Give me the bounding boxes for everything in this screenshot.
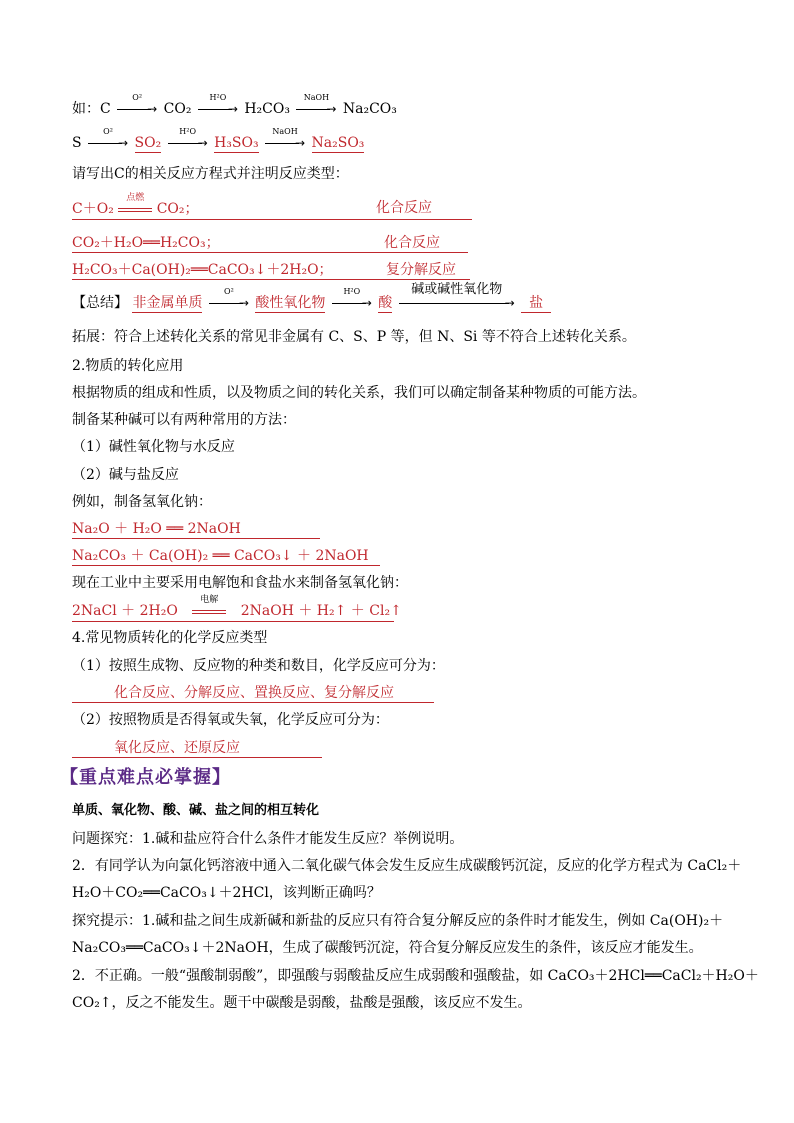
example-na2co3: Na₂CO₃	[342, 101, 397, 117]
example-h2co3: H₂CO₃	[244, 101, 290, 117]
key-points-heading: 【重点难点必掌握】	[60, 767, 231, 788]
reaction-3-equation: H₂CO₃＋Ca(OH)₂══CaCO₃↓＋2H₂O；	[72, 262, 333, 278]
section-2-title: 2.物质的转化应用	[72, 358, 184, 374]
paragraph-1: 根据物质的组成和性质，以及物质之间的转化关系，我们可以确定制备某种物质的可能方法。	[72, 385, 646, 401]
arrow-o2: O² →	[209, 293, 249, 313]
summary-nonmetal: 非金属单质	[132, 295, 203, 311]
section-4-title: 4.常见物质转化的化学反应类型	[72, 630, 268, 646]
example-row-carbon	[72, 93, 397, 119]
answer-1: 化合反应、分解反应、置换反应、复分解反应	[72, 683, 434, 703]
reaction-1	[72, 193, 472, 219]
answer-2: 氧化反应、还原反应	[72, 738, 322, 758]
condition-electrolysis: 电解	[192, 601, 226, 621]
paragraph-2: 制备某种碱可以有两种常用的方法：	[72, 412, 296, 428]
arrow-naoh: NaOH →	[296, 99, 336, 119]
summary-row	[72, 282, 551, 313]
answer-h3so3: H₃SO₃	[214, 135, 259, 151]
reaction-1-left: C＋O₂	[72, 201, 114, 217]
reaction-3	[72, 260, 470, 280]
equation-naoh-1: Na₂O ＋ H₂O ══ 2NaOH	[72, 519, 320, 539]
electrolysis-left: 2NaCl ＋ 2H₂O	[72, 603, 178, 619]
arrow-base-oxide: 碱或碱性氧化物 →	[399, 293, 515, 313]
hint-2a: 2．不正确。一般“强酸制弱酸”，即强酸与弱酸盐反应生成弱酸和强酸盐，如 CaCO₃＋2HCl══CaCl₂＋H₂O＋	[72, 968, 759, 984]
arrow-h2o: H²O →	[198, 99, 238, 119]
answer-so2: SO₂	[134, 135, 162, 151]
explore-question-2a: 2．有同学认为向氯化钙溶液中通入二氧化碳气体会发生反应生成碳酸钙沉淀，反应的化学方程式为 CaCl₂＋	[72, 858, 742, 874]
instruction-text: 请写出C的相关反应方程式并注明反应类型：	[72, 166, 349, 182]
example-co2: CO₂	[163, 101, 192, 117]
explore-question-2b: H₂O＋CO₂══CaCO₃↓＋2HCl，该判断正确吗？	[72, 885, 381, 901]
arrow-h2o: H²O →	[332, 293, 372, 313]
extension-text: 拓展：符合上述转化关系的常见非金属有 C、S、P 等，但 N、Si 等不符合上述转化关系。	[72, 329, 636, 345]
arrow-o2: O² →	[117, 99, 157, 119]
reaction-2	[72, 233, 468, 253]
summary-label: 【总结】	[72, 295, 128, 311]
example-c-prefix: 如：C	[72, 101, 111, 117]
method-1: （1）碱性氧化物与水反应	[72, 439, 235, 455]
reaction-2-type: 化合反应	[384, 235, 440, 251]
condition-ignite: 点燃	[118, 199, 152, 219]
answer-na2so3: Na₂SO₃	[311, 135, 365, 151]
explore-question-1: 问题探究：1.碱和盐应符合什么条件才能发生反应？举例说明。	[72, 831, 464, 847]
hint-1a: 探究提示：1.碱和盐之间生成新碱和新盐的反应只有符合复分解反应的条件时才能发生，例如 Ca(OH)₂＋	[72, 913, 724, 929]
reaction-3-type: 复分解反应	[386, 262, 456, 278]
reaction-1-right: CO₂；	[156, 201, 199, 217]
example-s-prefix: S	[72, 135, 82, 151]
arrow-h2o: H²O →	[168, 133, 208, 153]
equation-electrolysis	[72, 595, 402, 621]
summary-salt: 盐	[521, 294, 551, 313]
arrow-naoh: NaOH →	[265, 133, 305, 153]
industry-text: 现在工业中主要采用电解饱和食盐水来制备氢氧化钠：	[72, 575, 408, 591]
method-2: （2）碱与盐反应	[72, 467, 179, 483]
reaction-2-equation: CO₂＋H₂O══H₂CO₃；	[72, 235, 220, 251]
example-naoh: 例如，制备氢氧化钠：	[72, 494, 212, 510]
question-2: （2）按照物质是否得氧或失氧，化学反应可分为：	[72, 712, 389, 728]
summary-acidic-oxide: 酸性氧化物	[255, 295, 326, 311]
arrow-o2: O² →	[88, 133, 128, 153]
hint-1b: Na₂CO₃══CaCO₃↓＋2NaOH，生成了碳酸钙沉淀，符合复分解反应发生的条件，该反应才能发生。	[72, 940, 703, 956]
key-subtitle: 单质、氧化物、酸、碱、盐之间的相互转化	[72, 803, 320, 818]
hint-2b: CO₂↑，反之不能发生。题干中碳酸是弱酸，盐酸是强酸，该反应不发生。	[72, 995, 532, 1011]
reaction-1-type: 化合反应	[376, 200, 432, 216]
example-row-sulfur	[72, 127, 365, 153]
electrolysis-right: 2NaOH ＋ H₂↑ ＋ Cl₂↑	[240, 603, 402, 619]
question-1: （1）按照生成物、反应物的种类和数目，化学反应可分为：	[72, 658, 445, 674]
summary-acid: 酸	[378, 295, 393, 311]
equation-naoh-2: Na₂CO₃ ＋ Ca(OH)₂ ══ CaCO₃↓ ＋ 2NaOH	[72, 546, 380, 566]
